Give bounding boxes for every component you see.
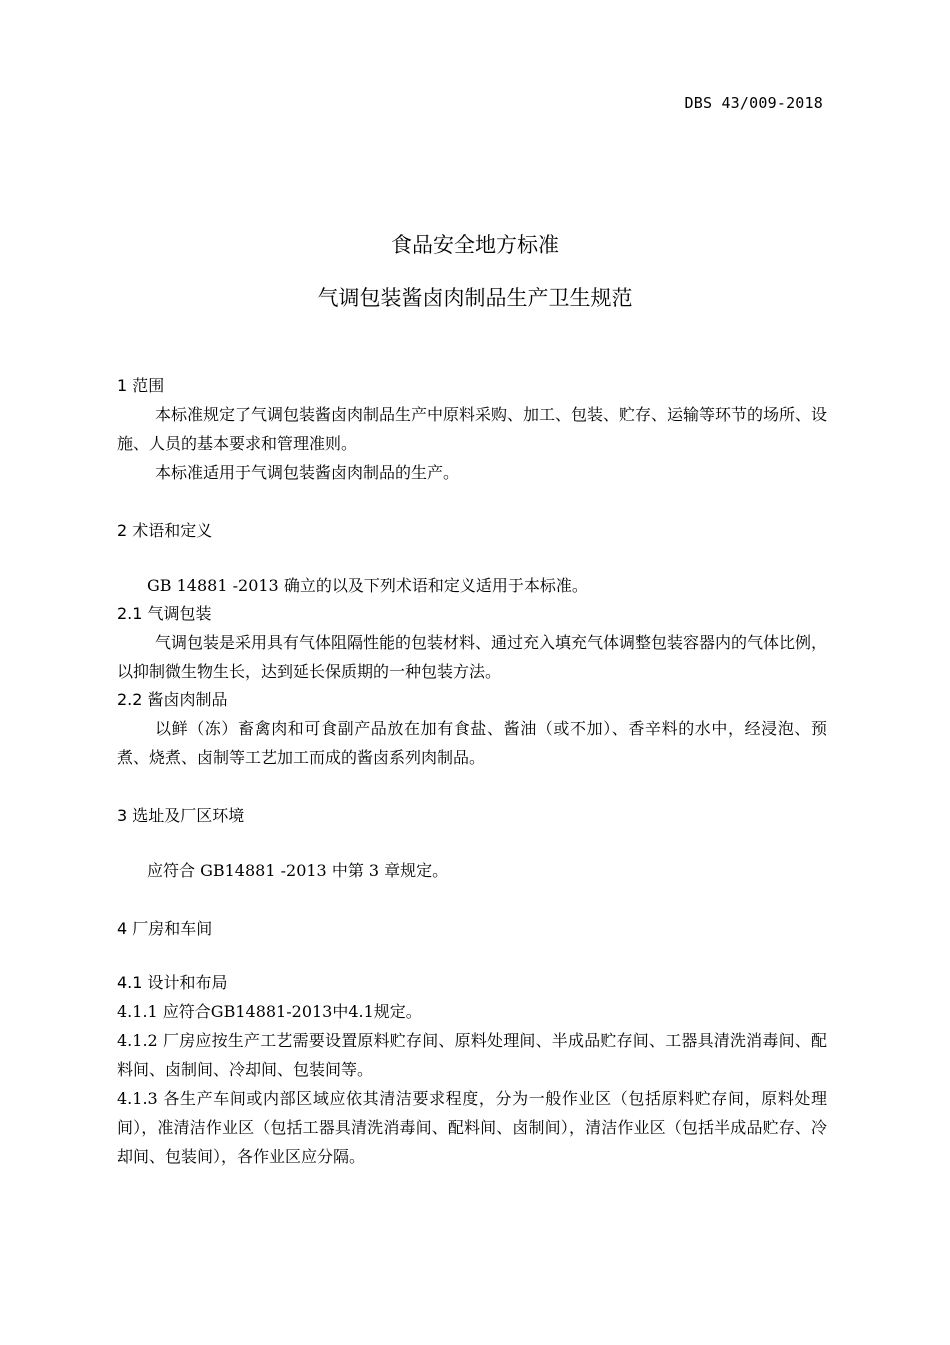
standard-number: DBS 43/009-2018: [684, 94, 823, 112]
section-2-1-heading: 2.1 气调包装: [117, 604, 212, 623]
clause-4-1-1: 4.1.1 应符合GB14881-2013中4.1规定。: [117, 1002, 422, 1021]
section-4-1-heading: 4.1 设计和布局: [117, 973, 228, 992]
section-1-heading: 1 范围: [117, 376, 165, 395]
section-2-intro: GB 14881 -2013 确立的以及下列术语和定义适用于本标准。: [147, 576, 588, 595]
section-3-heading: 3 选址及厂区环境: [117, 806, 245, 825]
section-2-heading: 2 术语和定义: [117, 521, 213, 540]
section-1-paragraph-1: 本标准规定了气调包装酱卤肉制品生产中原料采购、加工、包装、贮存、运输等环节的场所、设施、人员的基本要求和管理准则。: [117, 405, 828, 453]
section-4-heading: 4 厂房和车间: [117, 919, 213, 938]
document-title-line1: 食品安全地方标准: [391, 233, 559, 257]
document-body: [117, 372, 827, 1171]
section-1-paragraph-2: 本标准适用于气调包装酱卤肉制品的生产。: [155, 463, 460, 482]
section-2-1-text: 气调包装是采用具有气体阻隔性能的包装材料、通过充入填充气体调整包装容器内的气体比例，以抑制微生物生长，达到延长保质期的一种包装方法。: [117, 633, 828, 681]
section-3-text: 应符合 GB14881 -2013 中第 3 章规定。: [147, 861, 449, 880]
document-title-line2: 气调包装酱卤肉制品生产卫生规范: [317, 286, 633, 310]
clause-4-1-2: 4.1.2 厂房应按生产工艺需要设置原料贮存间、原料处理间、半成品贮存间、工器具清洗消毒间、配料间、卤制间、冷却间、包装间等。: [117, 1031, 827, 1079]
section-2-2-heading: 2.2 酱卤肉制品: [117, 690, 228, 709]
section-2-2-text: 以鲜（冻）畜禽肉和可食副产品放在加有食盐、酱油（或不加）、香辛料的水中，经浸泡、预煮、烧煮、卤制等工艺加工而成的酱卤系列肉制品。: [117, 719, 827, 767]
clause-4-1-3: 4.1.3 各生产车间或内部区域应依其清洁要求程度，分为一般作业区（包括原料贮存间，原料处理间），准清洁作业区（包括工器具清洗消毒间、配料间、卤制间），清洁作业区（包括半成品贮存、冷却间、包装间），各作业区应分隔。: [117, 1089, 827, 1166]
